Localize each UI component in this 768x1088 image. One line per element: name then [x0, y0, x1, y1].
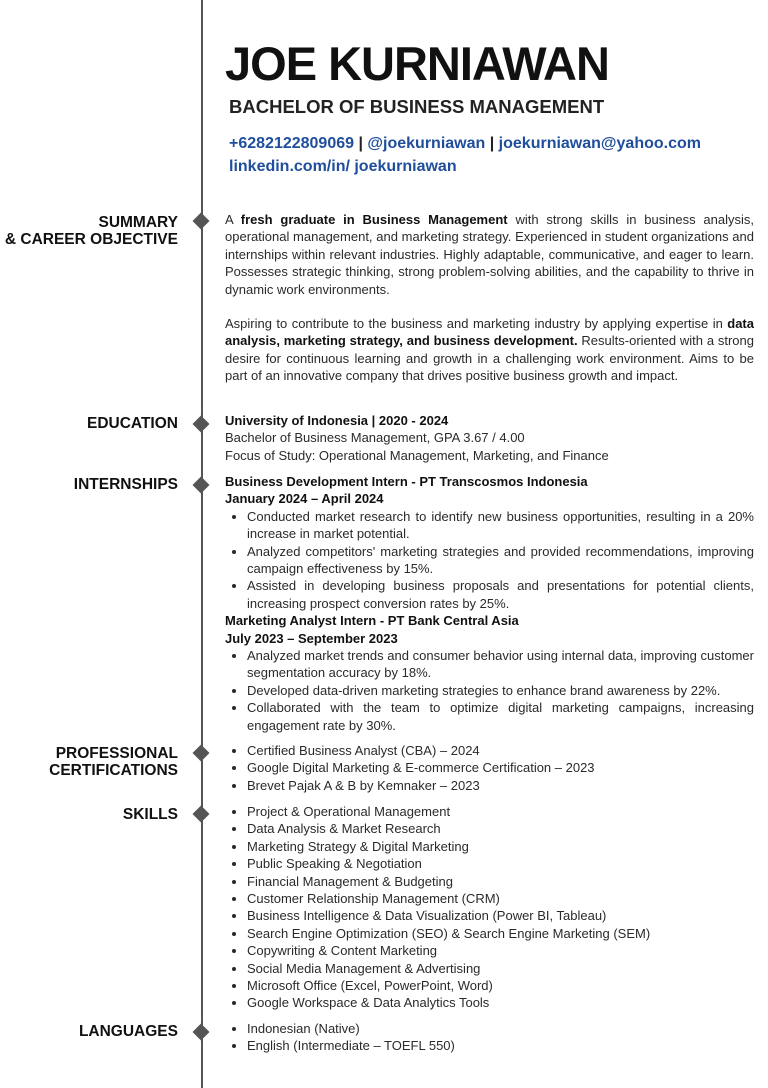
skill-item: • Data Analysis & Market Research — [247, 820, 754, 837]
section-label-internships: INTERNSHIPS — [73, 476, 178, 493]
skill-item: • Social Media Management & Advertising — [247, 960, 754, 977]
timeline-diamond-icon — [193, 416, 210, 433]
degree-gpa: Bachelor of Business Management, GPA 3.67 / 4.00 — [225, 430, 525, 446]
skill-item: • Customer Relationship Management (CRM) — [247, 890, 754, 907]
candidate-degree: BACHELOR OF BUSINESS MANAGEMENT — [229, 96, 605, 117]
skill-item: • Project & Operational Management — [247, 803, 754, 820]
section-label-skills: SKILLS — [122, 806, 178, 823]
language-item: • English (Intermediate – TOEFL 550) — [247, 1037, 754, 1054]
timeline-diamond-icon — [193, 745, 210, 762]
career-objective-paragraph: Aspiring to contribute to the business and marketing industry by applying expertise in data analysis, marketing strategy, and business development. Results-oriented with a strong desire for continuous learning and growth in a challenging work environment. Aims to be part of an innovative company that drives positive business growth and impact. — [225, 316, 754, 384]
skill-item: • Business Intelligence & Data Visualization (Power BI, Tableau) — [247, 907, 754, 924]
skill-item: • Marketing Strategy & Digital Marketing — [247, 838, 754, 855]
timeline-diamond-icon — [193, 213, 210, 230]
education-content — [225, 412, 754, 464]
label-line: PROFESSIONAL — [55, 745, 178, 762]
contact-info — [229, 132, 701, 178]
timeline-diamond-icon — [193, 1024, 210, 1041]
timeline-diamond-icon — [193, 806, 210, 823]
summary-paragraph: A fresh graduate in Business Management with strong skills in business analysis, operational management, and marketing strategy. Experienced in student organizations and internships within relevant industries. Highly adaptable, communicative, and eager to learn. Possesses strategic thinking, strong problem-solving abilities, and the capability to thrive in dynamic work environments. — [225, 212, 755, 297]
job-bullet: • Conducted market research to identify new business opportunities, resulting in a 20% increase in market potential. — [247, 508, 754, 543]
section-label-languages: LANGUAGES — [78, 1023, 178, 1040]
skill-item: • Copywriting & Content Marketing — [247, 942, 754, 959]
email-link[interactable]: joekurniawan@yahoo.com — [498, 135, 701, 152]
language-item: • Indonesian (Native) — [247, 1020, 754, 1037]
job-dates: January 2024 – April 2024 — [225, 491, 384, 507]
section-label-education: EDUCATION — [87, 415, 178, 432]
summary-content — [225, 211, 754, 385]
skill-item: • Public Speaking & Negotiation — [247, 855, 754, 872]
job-bullet: • Analyzed competitors' marketing strategies and provided recommendations, improving campaign effectiveness by 15%. — [247, 543, 754, 578]
label-line: SUMMARY — [98, 214, 178, 231]
candidate-name: JOE KURNIAWAN — [225, 37, 609, 90]
separator: | — [358, 135, 363, 152]
internships-content — [225, 473, 754, 734]
separator: | — [489, 135, 495, 152]
job-bullet: • Analyzed market trends and consumer behavior using internal data, improving customer segmentation accuracy by 18%. — [247, 647, 754, 682]
skill-item: • Search Engine Optimization (SEO) & Search Engine Marketing (SEM) — [247, 925, 754, 942]
skill-item: • Google Workspace & Data Analytics Tools — [247, 994, 754, 1011]
job-bullet: • Assisted in developing business proposals and presentations for potential clients, increasing prospect conversion rates by 25%. — [247, 577, 754, 612]
section-label-certifications — [49, 745, 178, 779]
section-label-summary — [5, 214, 178, 248]
job-title: Business Development Intern - PT Transcosmos Indonesia — [225, 474, 588, 489]
skill-item: • Microsoft Office (Excel, PowerPoint, Word) — [247, 977, 754, 994]
skills-content — [225, 803, 754, 1012]
job-bullet: • Developed data-driven marketing strategies to enhance brand awareness by 22%. — [247, 682, 754, 699]
certification-item: • Brevet Pajak A & B by Kemnaker – 2023 — [247, 777, 754, 794]
certifications-content — [225, 742, 754, 794]
label-line: & CAREER OBJECTIVE — [4, 231, 178, 248]
job-bullet: • Collaborated with the team to optimize digital marketing campaigns, increasing engagement rate by 30%. — [247, 699, 754, 734]
certification-item: • Google Digital Marketing & E-commerce Certification – 2023 — [247, 759, 754, 776]
social-handle[interactable]: @joekurniawan — [367, 135, 486, 152]
linkedin-link[interactable]: linkedin.com/in/ joekurniawan — [229, 158, 457, 175]
skill-item: • Financial Management & Budgeting — [247, 873, 754, 890]
job-entry — [225, 473, 754, 612]
phone: +6282122809069 — [229, 135, 355, 152]
job-title: Marketing Analyst Intern - PT Bank Central Asia — [225, 613, 519, 629]
job-entry — [225, 612, 754, 734]
certification-item: • Certified Business Analyst (CBA) – 2024 — [247, 742, 754, 759]
timeline-diamond-icon — [193, 477, 210, 494]
job-dates: July 2023 – September 2023 — [225, 630, 398, 646]
label-line: CERTIFICATIONS — [49, 762, 178, 779]
focus-of-study: Focus of Study: Operational Management, Marketing, and Finance — [225, 447, 609, 463]
school: University of Indonesia | 2020 - 2024 — [225, 413, 449, 428]
timeline-line — [201, 0, 203, 1088]
languages-content — [225, 1020, 754, 1055]
